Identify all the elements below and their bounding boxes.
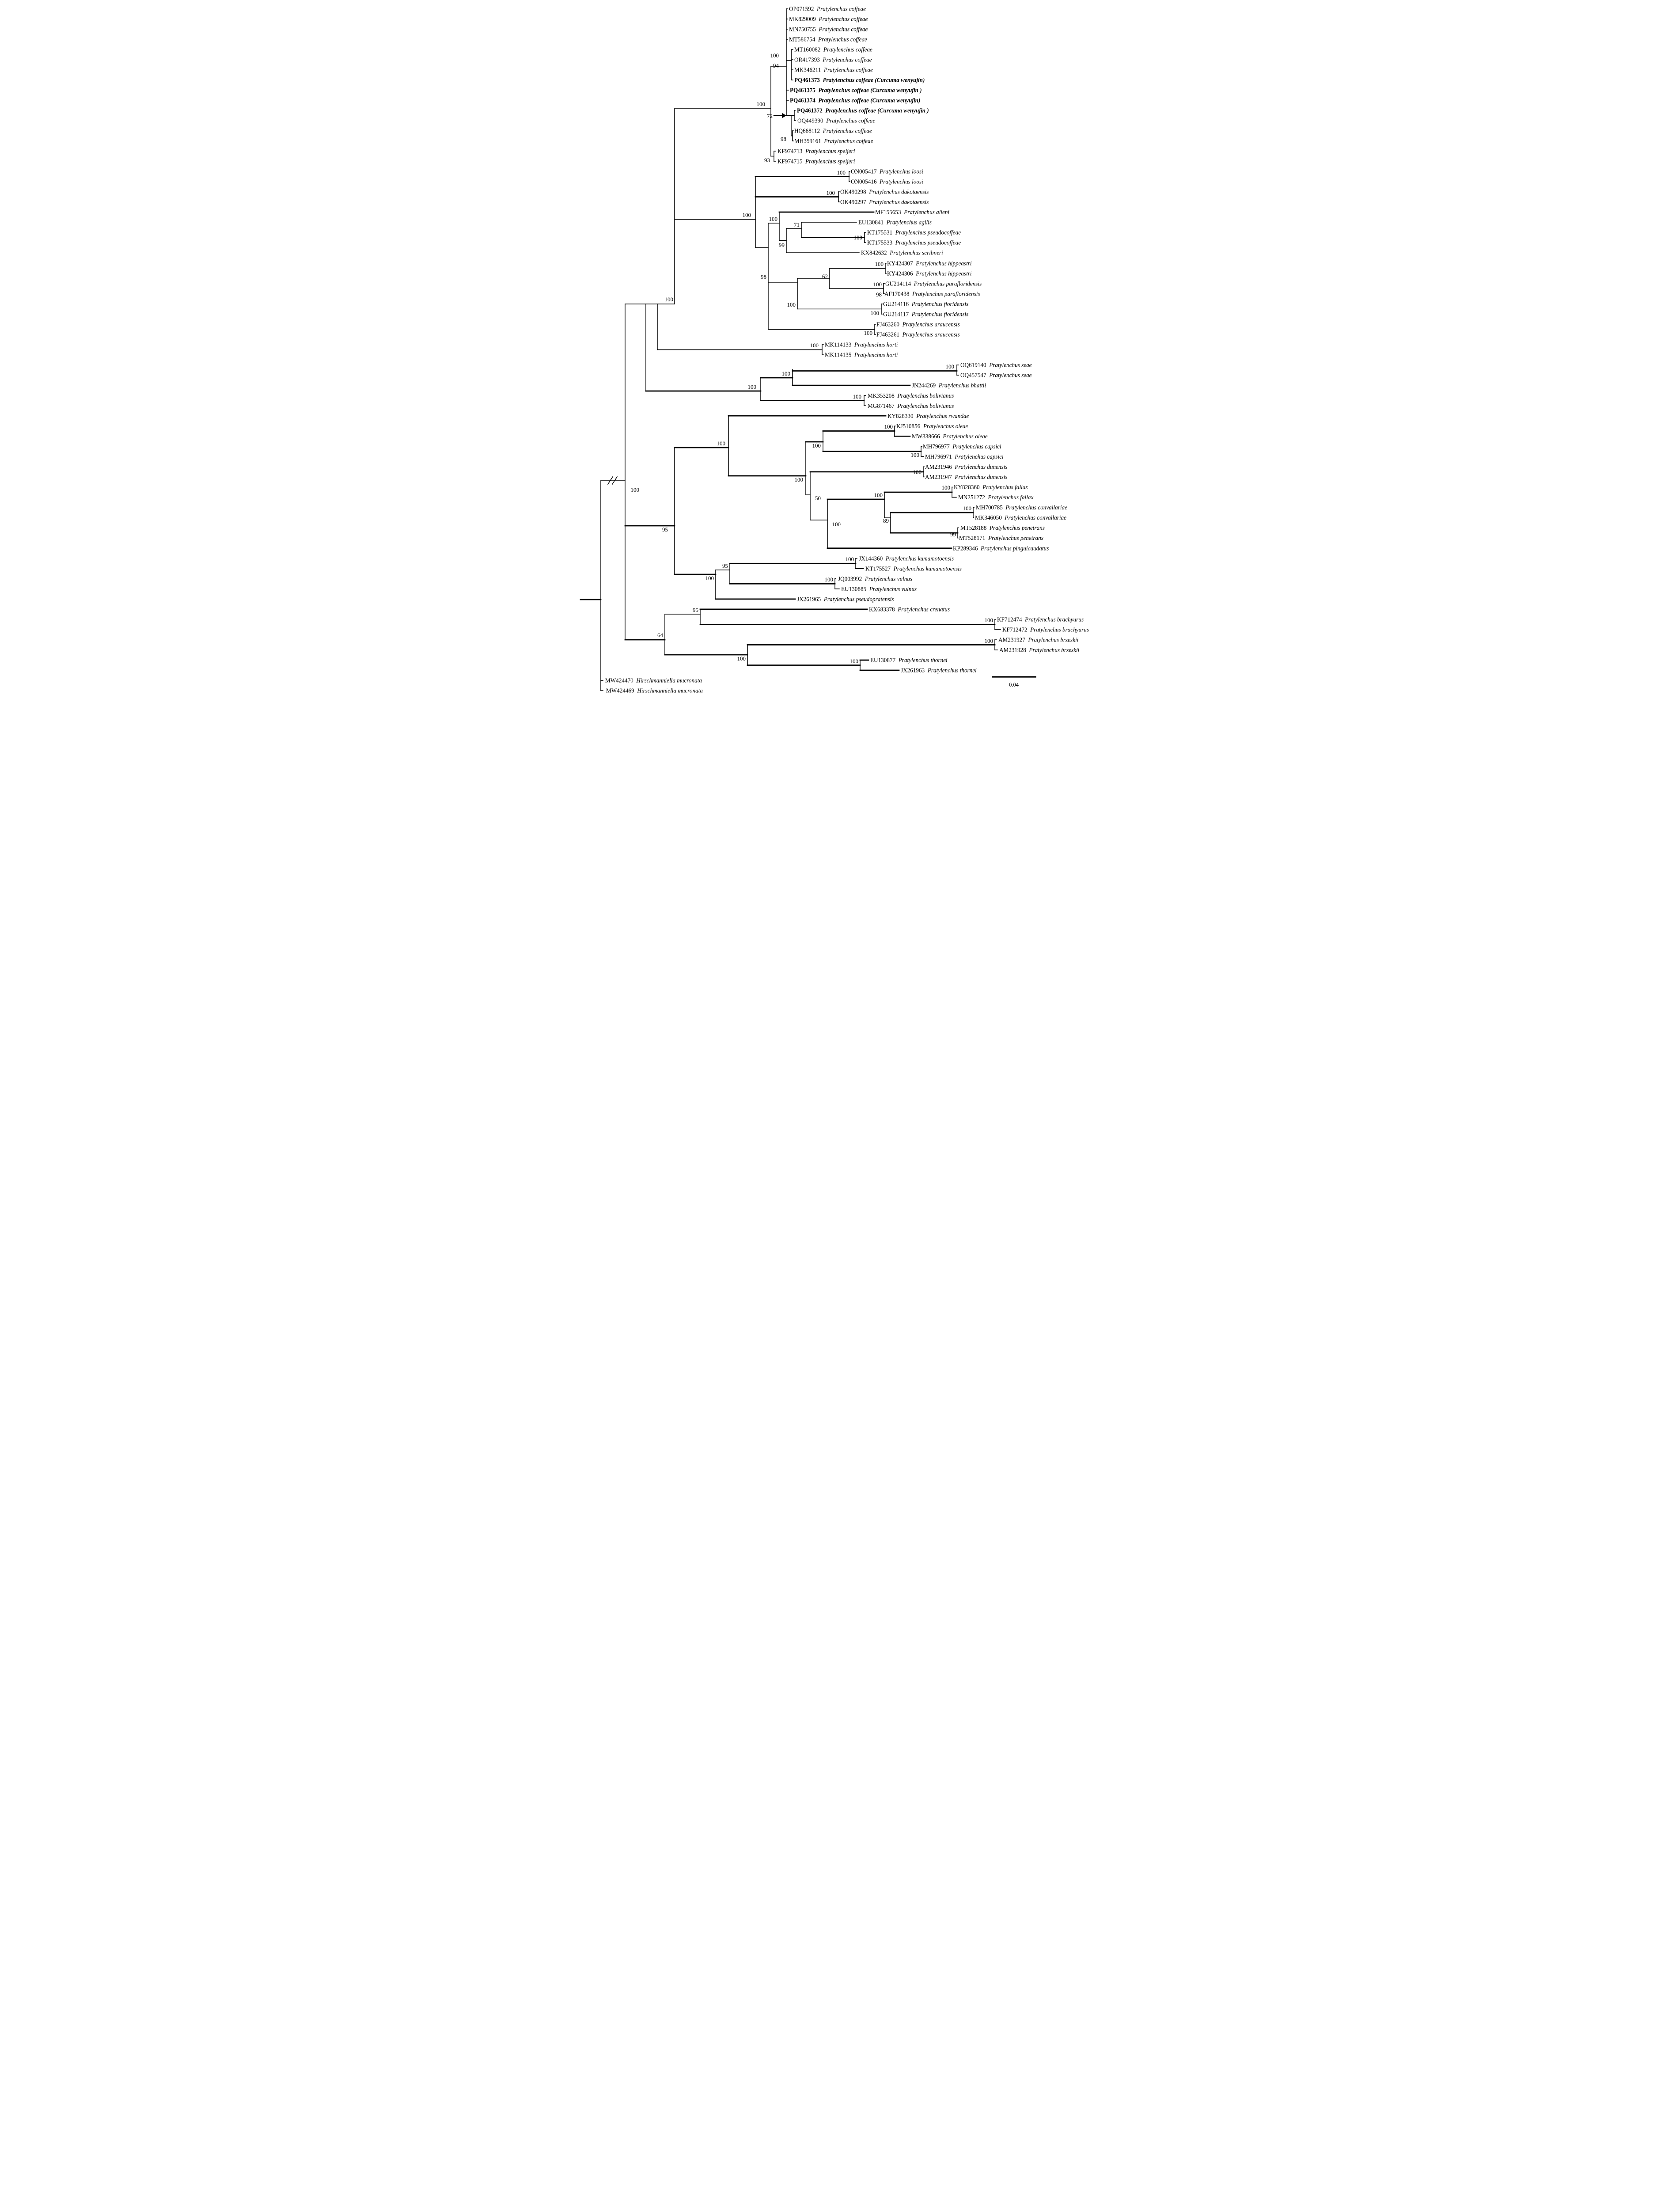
bootstrap-label: 89 <box>883 517 889 524</box>
species-name: Pratylenchus pseudocoffeae <box>895 239 961 246</box>
bootstrap-label: 100 <box>845 556 854 562</box>
bootstrap-label: 100 <box>794 476 803 483</box>
species-name: Pratylenchus penetrans <box>988 535 1043 542</box>
species-name: Pratylenchus brachyurus <box>1024 616 1084 623</box>
bootstrap-label: 98 <box>780 136 786 142</box>
taxon-label-PQ461374 <box>790 97 920 104</box>
accession-number: EU130877 <box>870 657 899 664</box>
species-name: Pratylenchus pseudocoffeae <box>895 229 961 236</box>
species-name: Pratylenchus penetrans <box>989 524 1045 532</box>
bootstrap-label: 99 <box>778 242 785 248</box>
accession-number: KX683378 <box>868 606 898 613</box>
accession-number: PQ461375 <box>789 87 818 94</box>
accession-number: FJ463260 <box>876 321 903 328</box>
accession-number: KF974715 <box>777 158 805 165</box>
bootstrap-label: 72 <box>766 113 773 119</box>
accession-number: MT586754 <box>789 36 818 43</box>
bootstrap-label: 100 <box>941 484 950 491</box>
bootstrap-label: 100 <box>874 492 883 498</box>
species-name: Pratylenchus fallax <box>982 484 1028 491</box>
species-name: Pratylenchus vulnus <box>869 585 917 592</box>
accession-number: MG871467 <box>867 402 897 409</box>
species-name: Pratylenchus capsici <box>952 443 1001 450</box>
bootstrap-label: 95 <box>662 526 668 533</box>
species-name: Pratylenchus dunensis <box>954 474 1007 480</box>
species-name: Pratylenchus dakotaensis <box>868 188 929 195</box>
taxon-label-MK114133 <box>825 342 898 348</box>
bootstrap-label: 100 <box>875 261 884 267</box>
taxon-label-OK490298 <box>840 189 929 195</box>
species-name: Pratylenchus pinguicaudatus <box>980 545 1049 552</box>
accession-number: AM231928 <box>999 646 1029 653</box>
species-name: Pratylenchus zeae <box>989 361 1032 368</box>
accession-number: HQ668112 <box>794 127 823 134</box>
species-name: Pratylenchus kumamotoensis <box>893 565 962 572</box>
taxon-label-KT175531 <box>867 229 961 236</box>
taxon-label-OQ619140 <box>960 362 1032 368</box>
bootstrap-label: 100 <box>630 486 639 493</box>
species-name: Pratylenchus dunensis <box>954 463 1007 470</box>
taxon-label-PQ461375 <box>790 87 922 94</box>
taxon-label-MW338666 <box>912 433 988 440</box>
bootstrap-label: 100 <box>984 638 993 644</box>
taxon-label-MK829009 <box>789 16 868 23</box>
bootstrap-label: 100 <box>824 576 833 583</box>
arrow-head-icon <box>782 113 786 118</box>
bootstrap-label: 99 <box>950 531 956 538</box>
taxon-label-EU130877 <box>870 657 948 664</box>
bootstrap-label: 98 <box>760 273 766 280</box>
species-name: Pratylenchus coffeae <box>818 97 869 104</box>
accession-number: MK346050 <box>975 514 1005 521</box>
accession-number: KT175527 <box>865 565 894 572</box>
accession-number: JX261965 <box>796 596 824 603</box>
accession-number: KY424307 <box>887 260 916 267</box>
accession-number: OK490297 <box>840 198 869 205</box>
taxon-label-PQ461373 <box>794 77 925 84</box>
species-name: Pratylenchus coffeae <box>823 127 872 134</box>
host-plant-name: (Curcuma wenyujin ) <box>868 87 922 94</box>
bootstrap-label: 100 <box>664 296 673 303</box>
species-name: Pratylenchus brzeskii <box>1028 636 1078 643</box>
accession-number: MK829009 <box>789 15 819 23</box>
tree-branches <box>580 9 1001 691</box>
taxon-label-ON005416 <box>851 178 923 185</box>
species-name: Pratylenchus coffeae <box>823 46 872 53</box>
taxon-label-KT175533 <box>867 239 961 246</box>
accession-number: MK114133 <box>824 341 854 348</box>
accession-number: KX842632 <box>861 249 890 256</box>
taxon-label-KJ510856 <box>896 423 968 429</box>
species-name: Pratylenchus crenatus <box>897 606 950 613</box>
accession-number: MK346211 <box>794 66 824 73</box>
bootstrap-label: 93 <box>764 157 770 163</box>
accession-number: KY424306 <box>887 270 916 277</box>
taxon-label-MK346211 <box>794 67 873 73</box>
taxon-label-AM231927 <box>998 637 1079 643</box>
accession-number: ON005416 <box>850 178 880 185</box>
species-name: Pratylenchus speijeri <box>805 158 855 165</box>
species-name: Pratylenchus araucensis <box>902 321 960 328</box>
taxon-label-JQ003992 <box>838 575 912 582</box>
phylogenetic-tree-figure <box>575 0 1105 693</box>
species-name: Pratylenchus oleae <box>942 433 988 440</box>
taxon-label-KY424307 <box>887 260 972 266</box>
species-name: Pratylenchus loosi <box>879 178 923 185</box>
taxon-label-EU130841 <box>858 219 932 226</box>
bootstrap-label: 100 <box>873 281 882 288</box>
species-name: Pratylenchus floridensis <box>911 300 968 308</box>
species-name: Pratylenchus bolivianus <box>897 402 954 409</box>
species-name: Pratylenchus convallariae <box>1005 504 1067 511</box>
accession-number: OR417393 <box>794 56 823 63</box>
bootstrap-label: 100 <box>913 469 922 475</box>
accession-number: KJ510856 <box>896 422 923 429</box>
taxon-label-KX842632 <box>861 250 943 256</box>
taxon-label-MW424469 <box>606 687 703 693</box>
accession-number: GU214117 <box>883 311 912 318</box>
species-name: Pratylenchus coffeae <box>818 15 868 23</box>
accession-number: JX144360 <box>858 555 886 562</box>
taxon-label-KY424306 <box>887 270 972 277</box>
host-plant-name: (Curcuma wenyujin) <box>868 97 920 104</box>
accession-number: MT528171 <box>959 535 988 542</box>
species-name: Pratylenchus agilis <box>886 219 932 226</box>
bootstrap-label: 100 <box>853 234 862 241</box>
accession-number: OQ619140 <box>960 361 989 368</box>
accession-number: AM231946 <box>925 463 955 470</box>
accession-number: KT175531 <box>867 229 895 236</box>
pq461372-arrow-marker <box>774 113 786 118</box>
species-name: Pratylenchus bolivianus <box>897 392 954 399</box>
taxon-label-HQ668112 <box>794 128 872 134</box>
accession-number: MT528188 <box>960 524 990 532</box>
taxon-label-KF712474 <box>997 616 1084 623</box>
accession-number: AM231927 <box>998 636 1028 643</box>
species-name: Pratylenchus fallax <box>987 494 1033 501</box>
species-name: Pratylenchus coffeae <box>818 26 868 33</box>
taxon-label-PQ461372 <box>797 107 929 114</box>
accession-number: MT160082 <box>794 46 823 53</box>
accession-number: PQ461374 <box>789 97 818 104</box>
accession-number: MH796977 <box>922 443 952 450</box>
taxon-label-MN251272 <box>958 494 1033 501</box>
bootstrap-label: 100 <box>747 384 756 390</box>
accession-number: MW338666 <box>911 433 943 440</box>
accession-number: KF974713 <box>777 148 805 155</box>
taxon-label-KF712472 <box>1002 627 1089 633</box>
species-name: Pratylenchus thornei <box>898 657 948 664</box>
species-name: Pratylenchus horti <box>854 351 898 358</box>
taxon-label-FJ463261 <box>876 331 960 338</box>
taxon-label-KY828330 <box>887 413 969 419</box>
bootstrap-label: 100 <box>884 423 893 430</box>
bootstrap-label: 50 <box>815 495 821 501</box>
accession-number: MW424469 <box>606 687 637 693</box>
taxon-label-JN244269 <box>912 382 986 389</box>
taxon-label-MT586754 <box>789 36 867 43</box>
bootstrap-label: 95 <box>722 562 728 569</box>
species-name: Pratylenchus horti <box>854 341 898 348</box>
species-name: Pratylenchus pseudopratensis <box>823 596 894 603</box>
species-name: Pratylenchus zeae <box>989 372 1032 379</box>
accession-number: MH359161 <box>794 137 824 144</box>
accession-number: GU214114 <box>885 280 914 287</box>
bootstrap-label: 100 <box>787 301 796 308</box>
species-name: Pratylenchus coffeae <box>826 117 875 124</box>
accession-number: MK114135 <box>824 351 854 358</box>
accession-number: MF155653 <box>875 209 904 216</box>
species-name: Pratylenchus speijeri <box>805 148 855 155</box>
accession-number: OK490298 <box>840 188 869 195</box>
bootstrap-label: 100 <box>812 442 821 449</box>
taxon-label-FJ463260 <box>876 321 960 328</box>
bootstrap-label: 100 <box>849 658 858 665</box>
species-name: Pratylenchus coffeae <box>818 36 867 43</box>
bootstrap-label: 64 <box>657 632 663 638</box>
scale-bar <box>993 677 1035 688</box>
taxon-label-MH796977 <box>923 443 1001 450</box>
species-name: Pratylenchus coffeae <box>816 5 866 12</box>
taxon-label-MK346050 <box>975 514 1066 521</box>
taxon-label-KP289346 <box>953 545 1049 551</box>
taxon-label-KF974713 <box>777 148 855 155</box>
bootstrap-label: 100 <box>756 101 765 107</box>
taxon-label-MG871467 <box>868 403 954 409</box>
species-name: Pratylenchus brachyurus <box>1030 626 1089 633</box>
taxon-label-KX683378 <box>869 606 950 613</box>
accession-number: EU130841 <box>858 219 887 226</box>
species-name: Pratylenchus araucensis <box>902 331 960 338</box>
taxon-label-OQ457547 <box>960 372 1032 379</box>
bootstrap-label: 100 <box>769 216 777 222</box>
tree-canvas <box>575 0 1105 693</box>
taxon-label-MH700785 <box>976 504 1067 511</box>
species-name: Pratylenchus hippeastri <box>915 260 972 267</box>
accession-number: MN750755 <box>789 26 819 33</box>
taxon-label-GU214114 <box>885 280 982 287</box>
accession-number: OQ457547 <box>960 372 989 379</box>
taxon-label-KT175527 <box>865 565 962 572</box>
accession-number: KT175533 <box>867 239 895 246</box>
accession-number: KF712474 <box>997 616 1025 623</box>
species-name: Pratylenchus coffeae <box>825 107 876 114</box>
species-name: Pratylenchus parafloridensis <box>914 280 982 287</box>
species-name: Pratylenchus coffeae <box>823 66 873 73</box>
taxon-label-KY828360 <box>954 484 1028 490</box>
bootstrap-label: 98 <box>876 291 882 298</box>
species-name: Pratylenchus dakotaensis <box>868 198 929 205</box>
species-name: Pratylenchus coffeae <box>822 76 873 84</box>
accession-number: KF712472 <box>1002 626 1030 633</box>
accession-number: GU214116 <box>883 300 912 308</box>
taxon-label-GU214116 <box>883 301 968 308</box>
taxon-label-MT160082 <box>794 46 872 53</box>
accession-number: JQ003992 <box>838 575 865 582</box>
accession-number: JX261963 <box>900 667 928 674</box>
bootstrap-label: 100 <box>810 342 819 349</box>
accession-number: KP289346 <box>952 545 981 552</box>
taxon-label-KF974715 <box>777 158 855 165</box>
bootstrap-label: 100 <box>870 310 879 316</box>
taxon-label-MK353208 <box>868 392 954 399</box>
species-name: Pratylenchus vulnus <box>865 575 912 582</box>
bootstrap-label: 100 <box>837 169 846 176</box>
bootstrap-label: 100 <box>963 505 971 512</box>
accession-number: PQ461372 <box>796 107 825 114</box>
accession-number: KY828360 <box>953 484 982 491</box>
taxon-label-MF155653 <box>875 209 949 216</box>
taxon-label-GU214117 <box>883 311 968 318</box>
species-name: Pratylenchus loosi <box>879 168 923 175</box>
accession-number: AM231947 <box>925 474 955 480</box>
accession-number: MN251272 <box>958 494 988 501</box>
bootstrap-label: 71 <box>793 221 800 228</box>
bootstrap-label: 62 <box>822 273 828 280</box>
bootstrap-label: 100 <box>770 52 779 59</box>
bootstrap-label: 100 <box>832 521 841 528</box>
species-name: Pratylenchus kumamotoensis <box>885 555 954 562</box>
bootstrap-label: 100 <box>737 655 746 662</box>
scale-bar-label: 0.04 <box>1009 682 1019 688</box>
taxon-label-JX144360 <box>859 555 954 562</box>
accession-number: AF170438 <box>884 290 912 297</box>
accession-number: FJ463261 <box>876 331 903 338</box>
taxon-label-OK490297 <box>840 199 929 205</box>
bootstrap-label: 100 <box>717 440 725 447</box>
taxon-label-OR417393 <box>794 57 872 63</box>
taxon-label-JX261963 <box>901 667 977 674</box>
accession-number: OP071592 <box>789 5 817 12</box>
species-name: Pratylenchus hippeastri <box>915 270 972 277</box>
taxon-label-AM231946 <box>925 463 1007 470</box>
species-name: Hirschmanniella mucronata <box>636 677 702 684</box>
taxon-label-EU130885 <box>841 585 917 592</box>
host-plant-name: (Curcuma wenyujin ) <box>876 107 929 114</box>
taxon-label-MH359161 <box>794 138 873 144</box>
bootstrap-label: 100 <box>742 212 751 218</box>
species-name: Pratylenchus coffeae <box>823 137 873 144</box>
bootstrap-label: 100 <box>864 330 872 336</box>
taxon-label-JX261965 <box>797 596 894 602</box>
species-name: Pratylenchus rwandae <box>916 412 969 419</box>
bootstrap-label: 100 <box>781 370 790 377</box>
bootstrap-label: 100 <box>945 363 954 370</box>
taxon-label-OP071592 <box>789 6 866 12</box>
accession-number: MH700785 <box>975 504 1005 511</box>
taxon-label-MN750755 <box>789 26 868 33</box>
species-name: Pratylenchus coffeae <box>818 87 869 94</box>
species-name: Pratylenchus brzeskii <box>1028 646 1079 653</box>
accession-number: OQ449390 <box>797 117 826 124</box>
taxon-label-MW424470 <box>605 677 702 684</box>
accession-number: KY828330 <box>887 412 916 419</box>
accession-number: MH796971 <box>925 453 955 460</box>
bootstrap-label: 100 <box>826 190 835 196</box>
accession-number: MK353208 <box>867 392 897 399</box>
species-name: Pratylenchus alleni <box>903 209 949 216</box>
species-name: Pratylenchus floridensis <box>911 311 968 318</box>
species-name: Pratylenchus scribneri <box>889 249 943 256</box>
species-name: Pratylenchus coffeae <box>822 56 872 63</box>
accession-number: MW424470 <box>605 677 636 684</box>
species-name: Pratylenchus capsici <box>954 453 1004 460</box>
species-name: Pratylenchus bhattii <box>938 382 986 389</box>
taxon-label-MT528171 <box>959 535 1043 541</box>
taxon-label-OQ449390 <box>797 118 875 124</box>
accession-number: JN244269 <box>911 382 939 389</box>
accession-number: EU130885 <box>841 585 869 592</box>
taxon-label-AF170438 <box>884 290 980 297</box>
taxon-label-AM231928 <box>999 647 1080 653</box>
species-name: Pratylenchus thornei <box>927 667 977 674</box>
species-name: Pratylenchus oleae <box>923 422 968 429</box>
bootstrap-label: 100 <box>910 452 919 458</box>
host-plant-name: (Curcuma wenyujin) <box>873 76 925 84</box>
species-name: Pratylenchus parafloridensis <box>912 290 980 297</box>
bootstrap-label: 100 <box>705 575 714 581</box>
bootstrap-label: 100 <box>984 617 993 623</box>
taxon-label-MT528188 <box>960 524 1045 531</box>
taxon-label-AM231947 <box>925 474 1007 480</box>
taxon-label-MH796971 <box>925 453 1004 460</box>
species-name: Hirschmanniella mucronata <box>637 687 703 693</box>
taxon-label-MK114135 <box>825 352 898 358</box>
accession-number: PQ461373 <box>794 76 823 84</box>
bootstrap-label: 95 <box>692 607 698 613</box>
species-name: Pratylenchus convallariae <box>1004 514 1066 521</box>
accession-number: ON005417 <box>850 168 880 175</box>
taxon-label-ON005417 <box>851 168 923 175</box>
bootstrap-label: 100 <box>853 393 861 400</box>
bootstrap-label: 94 <box>773 62 779 69</box>
